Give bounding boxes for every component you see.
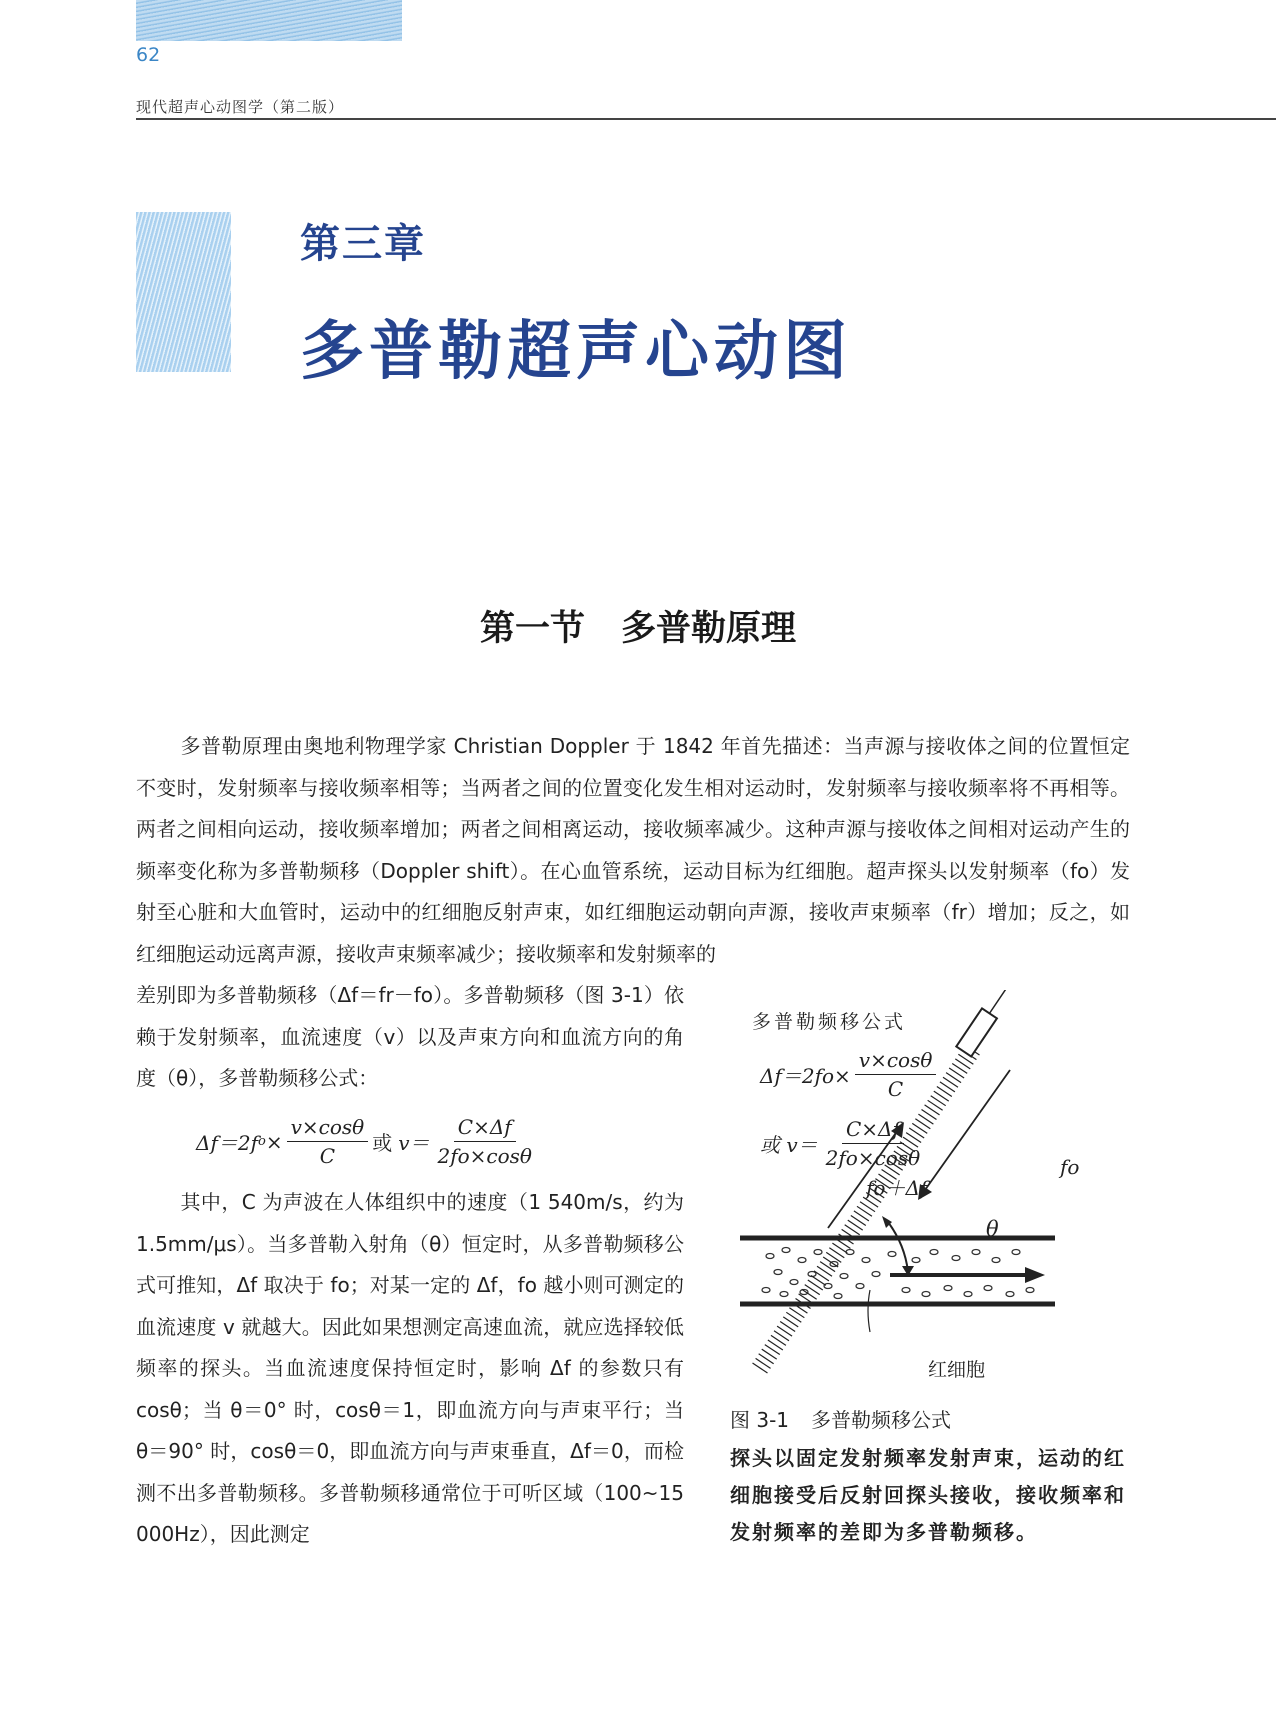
figure-eq1-den: C	[887, 1077, 904, 1101]
section-heading: 多普勒原理	[621, 609, 797, 649]
chapter-title: 多普勒超声心动图	[300, 314, 852, 389]
figure-formula-title: 多普勒频移公式	[752, 1011, 907, 1033]
formula-den-2: 2fo×cosθ	[437, 1144, 532, 1168]
header-decoration-band	[136, 0, 402, 41]
chapter-label: 第三章	[300, 220, 426, 267]
figure-equation-2	[760, 1117, 928, 1170]
angle-arc	[888, 1222, 908, 1272]
header-rule	[136, 118, 1276, 120]
figure-label-theta: θ	[986, 1217, 999, 1241]
probe	[956, 990, 1015, 1057]
figure-eq2-lhs: 或 v＝	[760, 1133, 818, 1157]
figure-caption-title	[730, 1404, 951, 1433]
figure-eq1-num: v×cosθ	[855, 1048, 937, 1075]
paragraph-intro	[136, 726, 1130, 975]
formula-v-eq: v＝	[398, 1131, 430, 1155]
figure-eq1-lhs: Δf＝2fo×	[760, 1064, 851, 1088]
formula-sub: o	[257, 1134, 266, 1149]
rbc-pointer	[868, 1290, 870, 1332]
flow-arrow-head	[1025, 1267, 1045, 1283]
doppler-formula	[196, 1115, 540, 1168]
figure-caption-text: 探头以固定发射频率发射声束，运动的红细胞接受后反射回探头接收，接收频率和发射频率的差即为多普勒频移。	[730, 1446, 1126, 1544]
formula-den-1: C	[319, 1144, 336, 1168]
figure-eq2-fraction	[822, 1117, 924, 1170]
formula-times: ×	[265, 1129, 283, 1154]
formula-or: 或	[372, 1131, 393, 1155]
figure-label-rbc: 红细胞	[928, 1359, 986, 1381]
figure-eq2-num: C×Δf	[842, 1117, 904, 1144]
formula-fraction-2	[434, 1115, 536, 1168]
paragraph-intro-text: 多普勒原理由奥地利物理学家 Christian Doppler 于 1842 年首先描述：当声源与接收体之间的位置恒定不变时，发射频率与接收频率相等；当两者之间的位置变化发生相对运动时，发射频率与接收频率将不再相等。两者之间相向运动，接收频率增加；两者之间相离运动，接收频率减少。这种声源与接收体之间相对运动产生的频率变化称为多普勒频移（Doppler shift）。在心血管系统，运动目标为红细胞。超声探头以发射频率（fo）发射至心脏和大血管时，运动中的红细胞反射声束，如红细胞运动朝向声源，接收声束频率（fr）增加；反之，如红细胞运动远离声源，接收声束频率减少；接收频率和发射频率的	[136, 734, 1130, 966]
section-title	[0, 601, 1276, 651]
paragraph-explanation-text: 其中，C 为声波在人体组织中的速度（1 540m/s，约为 1.5mm/μs）。当多普勒入射角（θ）恒定时，从多普勒频移公式可推知，Δf 取决于 fo；对某一定的 Δf，fo 越小则可测定的血流速度 v 就越大。因此如果想测定高速血流，就应选择较低频率的探头。当血流速度保持恒定时，影响 Δf 的参数只有 cosθ；当 θ＝0° 时，cosθ＝1，即血流方向与声束平行；当 θ＝90° 时，cosθ＝0，即血流方向与声束垂直，Δf＝0，而检测不出多普勒频移。多普勒频移通常位于可听区域（100~15 000Hz），因此测定	[136, 1190, 684, 1546]
figure-label-fo: fo	[1060, 1155, 1080, 1179]
figure-caption-heading: 多普勒频移公式	[811, 1408, 952, 1432]
formula-fraction-1	[287, 1115, 369, 1168]
figure-eq2-den: 2fo×cosθ	[825, 1146, 921, 1170]
formula-num-2: C×Δf	[454, 1115, 516, 1142]
page-number: 62	[136, 44, 161, 66]
figure-eq1-fraction	[855, 1048, 937, 1101]
running-head: 现代超声心动图学（第二版）	[136, 98, 345, 116]
paragraph-intro-continued: 差别即为多普勒频移（Δf＝fr－fo）。多普勒频移（图 3-1）依赖于发射频率，血流速度（v）以及声束方向和血流方向的角度（θ），多普勒频移公式：	[136, 983, 684, 1090]
formula-lhs: Δf＝2f	[196, 1131, 258, 1155]
figure-equation-1	[760, 1048, 940, 1101]
section-number: 第一节	[479, 609, 585, 649]
chapter-decoration-block	[136, 212, 231, 372]
figure-label-fo-df: fo＋Δf	[866, 1176, 928, 1200]
formula-num-1: v×cosθ	[287, 1115, 369, 1142]
figure-caption-number: 图 3-1	[730, 1408, 790, 1432]
paragraph-explanation	[136, 1182, 684, 1556]
